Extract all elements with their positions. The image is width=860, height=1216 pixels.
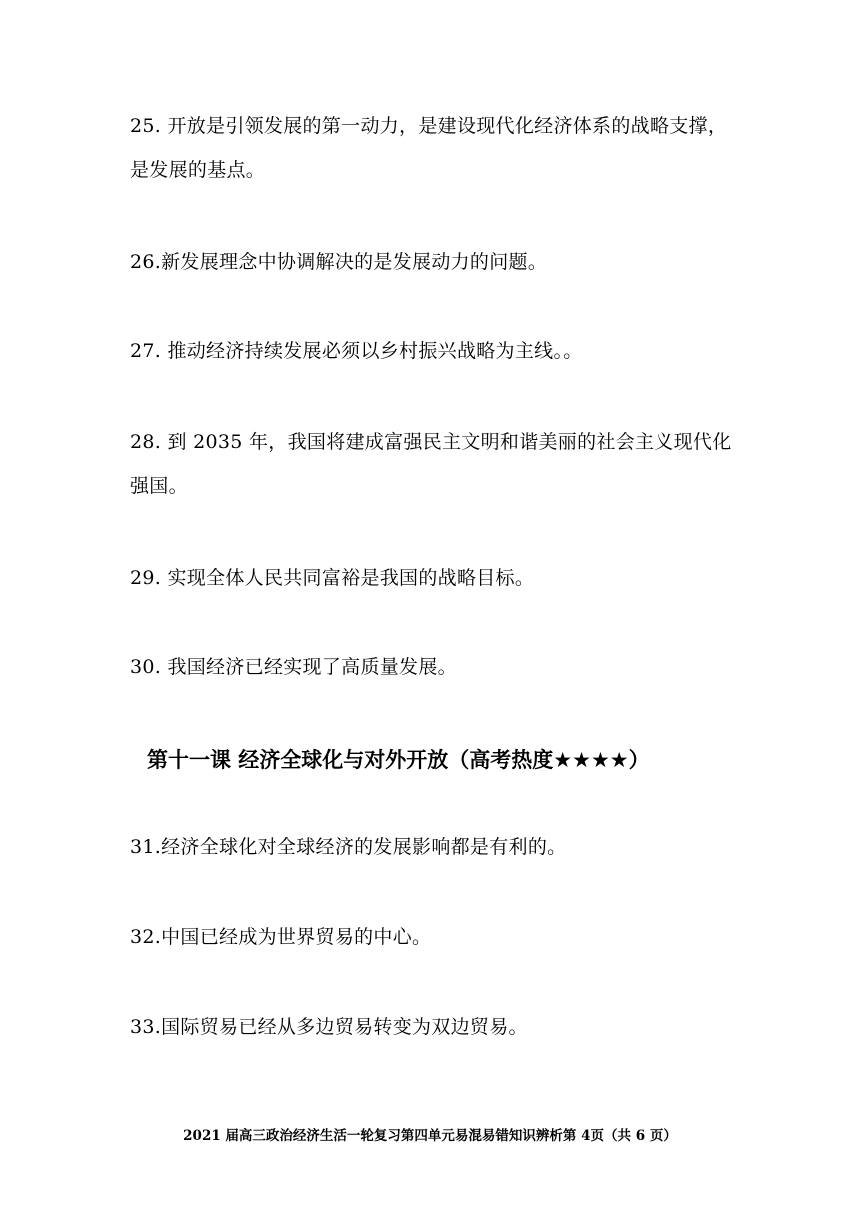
question-item-30: 30. 我国经济已经实现了高质量发展。	[130, 656, 457, 678]
question-item-29: 29. 实现全体人民共同富裕是我国的战略目标。	[130, 567, 535, 589]
section-heading: 第十一课 经济全球化与对外开放（高考热度★★★★）	[147, 748, 650, 772]
question-item-33: 33.国际贸易已经从多边贸易转变为双边贸易。	[130, 1016, 528, 1038]
page-footer: 2021 届高三政治经济生活一轮复习第四单元易混易错知识辨析第 4页（共 6 页）	[183, 1128, 677, 1144]
question-item-31: 31.经济全球化对全球经济的发展影响都是有利的。	[130, 836, 567, 858]
question-item-32: 32.中国已经成为世界贸易的中心。	[130, 926, 432, 948]
question-item-27: 27. 推动经济持续发展必须以乡村振兴战略为主线。。	[130, 340, 583, 362]
question-item-25: 25. 开放是引领发展的第一动力，是建设现代化经济体系的战略支撑，是发展的基点。	[130, 115, 728, 181]
question-item-26: 26.新发展理念中协调解决的是发展动力的问题。	[130, 251, 548, 273]
question-item-28: 28. 到 2035 年，我国将建成富强民主文明和谐美丽的社会主义现代化强国。	[130, 431, 732, 497]
